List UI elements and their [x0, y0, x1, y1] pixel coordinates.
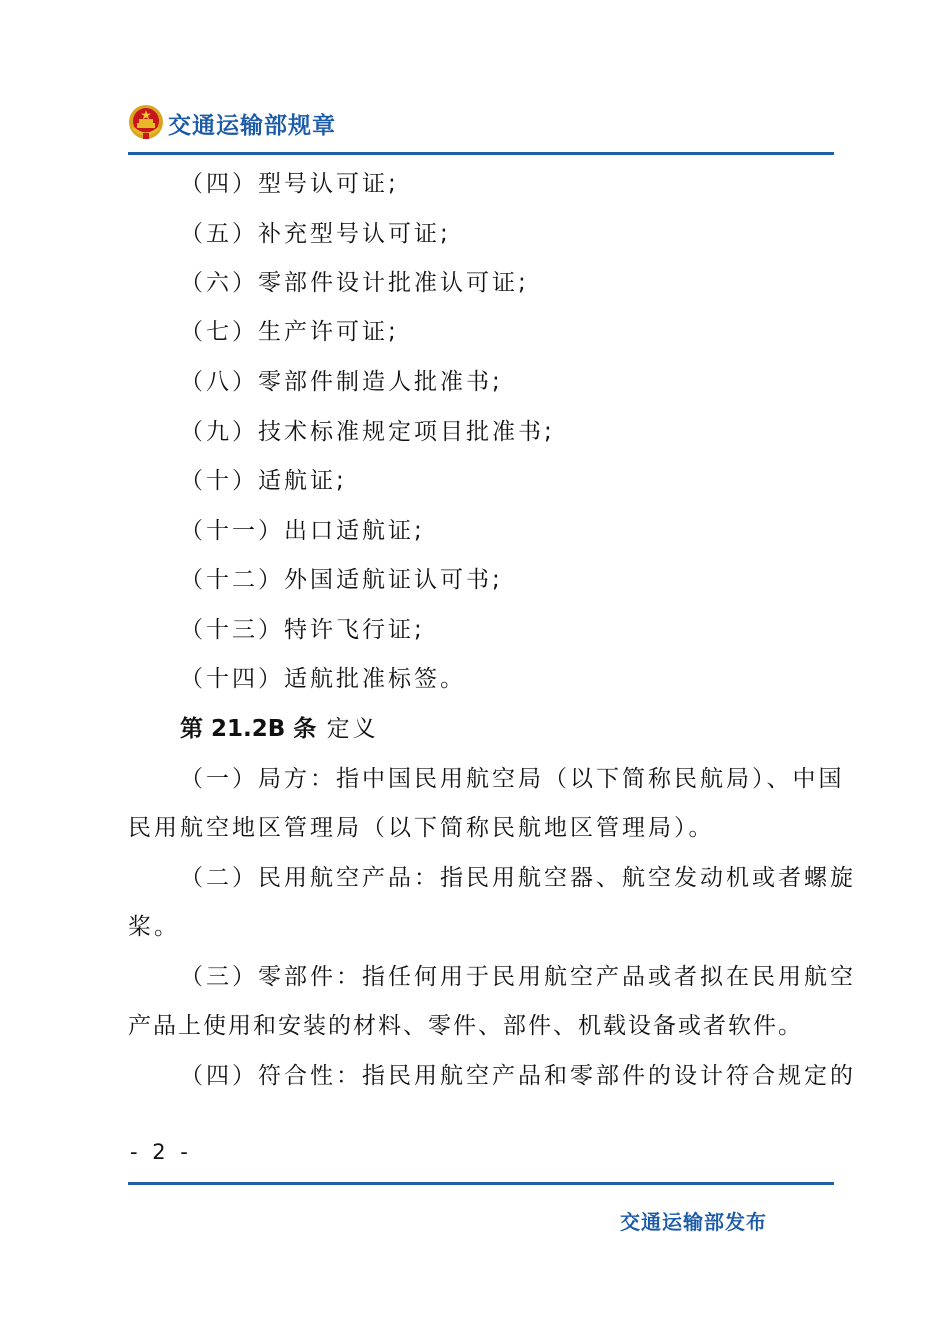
page-number: - 2 -	[130, 1140, 192, 1164]
list-item: （五）补充型号认可证;	[180, 221, 451, 247]
page-header	[128, 104, 834, 144]
header-divider	[128, 152, 834, 155]
definition-line: （二）民用航空产品：指民用航空器、航空发动机或者螺旋	[180, 865, 856, 891]
footer-divider	[128, 1182, 834, 1185]
article-title: 定义	[326, 716, 379, 742]
definition-line: （四）符合性：指民用航空产品和零部件的设计符合规定的	[180, 1063, 856, 1089]
national-emblem-icon	[128, 104, 164, 140]
footer-publisher: 交通运输部发布	[620, 1210, 767, 1234]
list-item: （十二）外国适航证认可书;	[180, 567, 503, 593]
list-item: （九）技术标准规定项目批准书;	[180, 419, 555, 445]
article-number: 第 21.2B 条	[180, 716, 317, 742]
header-title: 交通运输部规章	[168, 113, 336, 139]
list-item: （十）适航证;	[180, 468, 347, 494]
list-item: （六）零部件设计批准认可证;	[180, 270, 529, 296]
definition-line: （三）零部件：指任何用于民用航空产品或者拟在民用航空	[180, 964, 856, 990]
article-heading	[180, 709, 379, 749]
list-item: （十四）适航批准标签。	[180, 666, 466, 692]
definition-line: 产品上使用和安装的材料、零件、部件、机载设备或者软件。	[128, 1013, 803, 1039]
definition-line: 民用航空地区管理局（以下简称民航地区管理局）。	[128, 815, 715, 841]
list-item: （十三）特许飞行证;	[180, 617, 425, 643]
definition-line: （一）局方：指中国民用航空局（以下简称民航局）、中国	[180, 766, 845, 792]
definition-line: 桨。	[128, 914, 180, 940]
list-item: （十一）出口适航证;	[180, 518, 425, 544]
list-item: （四）型号认可证;	[180, 171, 399, 197]
list-item: （七）生产许可证;	[180, 319, 399, 345]
list-item: （八）零部件制造人批准书;	[180, 369, 503, 395]
